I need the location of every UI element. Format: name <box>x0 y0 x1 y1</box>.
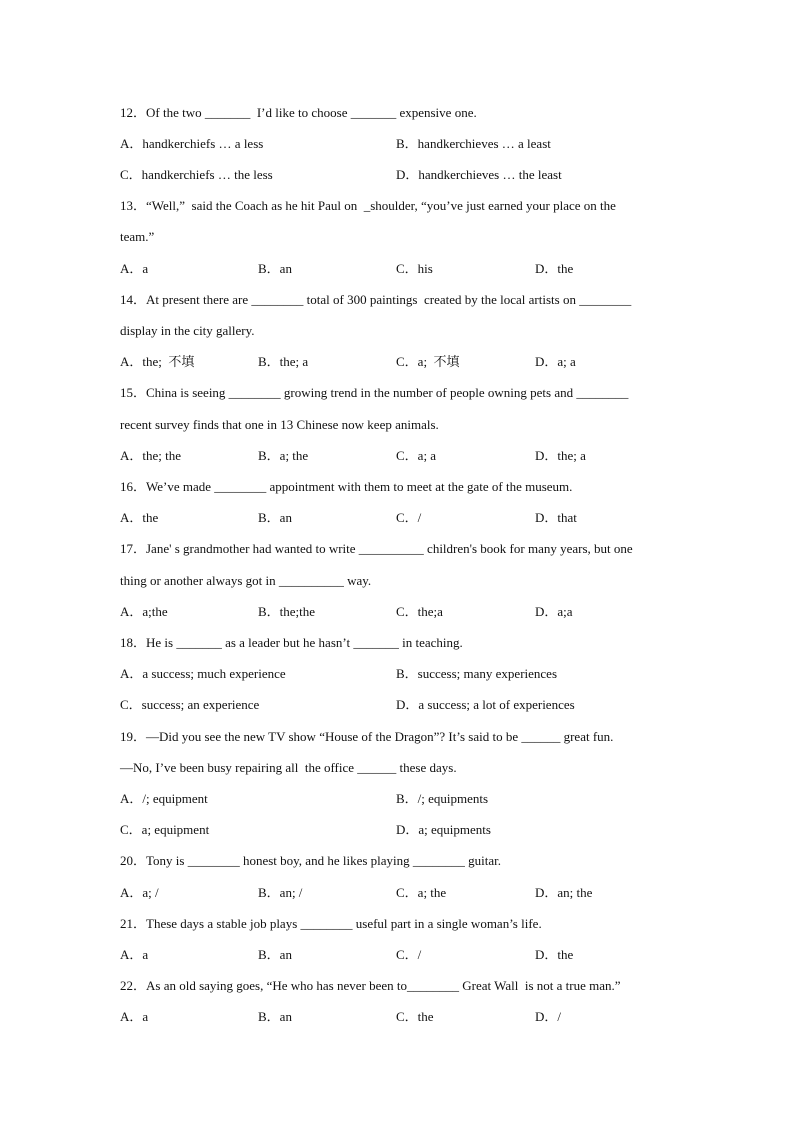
question-13-option-a[interactable]: A．a <box>120 261 149 276</box>
question-18-stem: 18．He is _______ as a leader but he hasn’t _______ in teaching. <box>120 635 463 650</box>
question-12-stem: 12．Of the two _______ I’d like to choose _______ expensive one. <box>120 105 477 120</box>
question-18-option-b[interactable]: B．success; many experiences <box>396 666 558 681</box>
question-13-option-b[interactable]: B．an <box>258 261 292 276</box>
question-18-option-c[interactable]: C．success; an experience <box>120 697 260 712</box>
question-21-option-b[interactable]: B．an <box>258 947 292 962</box>
question-15-option-d[interactable]: D．the; a <box>535 448 586 463</box>
question-14-stem: 14．At present there are ________ total of 300 paintings created by the local artists on ________ <box>120 292 632 307</box>
question-18-options-row-1 <box>120 666 720 682</box>
question-12-option-b[interactable]: B．handkerchieves … a least <box>396 136 551 151</box>
question-19-option-b[interactable]: B．/; equipments <box>396 791 489 806</box>
question-22-stem: 22．As an old saying goes, “He who has never been to________ Great Wall is not a true man.” <box>120 978 621 993</box>
question-13-stem: 13．“Well,” said the Coach as he hit Paul on _shoulder, “you’ve just earned your place on the <box>120 198 616 213</box>
question-12-options-row-1 <box>120 136 720 152</box>
question-16-options <box>120 510 720 526</box>
question-21-options <box>120 947 720 963</box>
question-22-option-c[interactable]: C．the <box>396 1009 434 1024</box>
question-19-options-row-2 <box>120 822 720 838</box>
question-15-option-b[interactable]: B．a; the <box>258 448 309 463</box>
question-16-option-c[interactable]: C．/ <box>396 510 422 525</box>
question-13-option-d[interactable]: D．the <box>535 261 574 276</box>
question-20-option-c[interactable]: C．a; the <box>396 885 447 900</box>
question-17-stem: 17．Jane' s grandmother had wanted to write __________ children's book for many years, but one <box>120 541 633 556</box>
question-15-stem: 15．China is seeing ________ growing trend in the number of people owning pets and ________ <box>120 385 629 400</box>
question-22-options <box>120 1009 720 1025</box>
question-21-stem: 21．These days a stable job plays ________ useful part in a single woman’s life. <box>120 916 542 931</box>
question-17-options <box>120 604 720 620</box>
question-13-stem-cont: team.” <box>120 229 155 244</box>
question-20-option-d[interactable]: D．an; the <box>535 885 593 900</box>
question-14-option-d[interactable]: D．a; a <box>535 354 576 369</box>
question-21-option-c[interactable]: C．/ <box>396 947 422 962</box>
question-14-options <box>120 354 720 370</box>
question-20-option-b[interactable]: B．an; / <box>258 885 303 900</box>
question-14-stem-cont: display in the city gallery. <box>120 323 255 338</box>
question-19-stem-cont: —No, I’ve been busy repairing all the office ______ these days. <box>120 760 457 775</box>
question-20-options <box>120 885 720 901</box>
question-13-option-c[interactable]: C．his <box>396 261 433 276</box>
question-21-option-a[interactable]: A．a <box>120 947 149 962</box>
question-12-options-row-2 <box>120 167 720 183</box>
question-19-option-d[interactable]: D．a; equipments <box>396 822 491 837</box>
question-17-option-b[interactable]: B．the;the <box>258 604 316 619</box>
question-16-stem: 16．We’ve made ________ appointment with them to meet at the gate of the museum. <box>120 479 573 494</box>
question-18-option-d[interactable]: D．a success; a lot of experiences <box>396 697 575 712</box>
question-20-stem: 20．Tony is ________ honest boy, and he likes playing ________ guitar. <box>120 853 501 868</box>
question-19-option-c[interactable]: C．a; equipment <box>120 822 210 837</box>
question-16-option-b[interactable]: B．an <box>258 510 292 525</box>
question-16-option-d[interactable]: D．that <box>535 510 577 525</box>
question-17-option-d[interactable]: D．a;a <box>535 604 573 619</box>
question-13-options <box>120 261 720 277</box>
question-21-option-d[interactable]: D．the <box>535 947 574 962</box>
question-19-option-a[interactable]: A．/; equipment <box>120 791 208 806</box>
question-17-option-c[interactable]: C．the;a <box>396 604 443 619</box>
question-12-option-c[interactable]: C．handkerchiefs … the less <box>120 167 273 182</box>
question-18-option-a[interactable]: A．a success; much experience <box>120 666 286 681</box>
question-12-option-d[interactable]: D．handkerchieves … the least <box>396 167 562 182</box>
question-16-option-a[interactable]: A．the <box>120 510 159 525</box>
question-15-options <box>120 448 720 464</box>
question-15-stem-cont: recent survey finds that one in 13 Chinese now keep animals. <box>120 417 439 432</box>
question-19-options-row-1 <box>120 791 720 807</box>
question-14-option-b[interactable]: B．the; a <box>258 354 309 369</box>
question-14-option-a[interactable]: A．the; 不填 <box>120 354 195 369</box>
question-18-options-row-2 <box>120 697 720 713</box>
question-22-option-d[interactable]: D．/ <box>535 1009 562 1024</box>
question-15-option-c[interactable]: C．a; a <box>396 448 437 463</box>
question-17-option-a[interactable]: A．a;the <box>120 604 168 619</box>
question-15-option-a[interactable]: A．the; the <box>120 448 182 463</box>
question-20-option-a[interactable]: A．a; / <box>120 885 159 900</box>
question-19-stem: 19．—Did you see the new TV show “House of the Dragon”? It’s said to be ______ great fun. <box>120 729 614 744</box>
question-17-stem-cont: thing or another always got in __________ way. <box>120 573 372 588</box>
question-22-option-a[interactable]: A．a <box>120 1009 149 1024</box>
question-22-option-b[interactable]: B．an <box>258 1009 292 1024</box>
question-14-option-c[interactable]: C．a; 不填 <box>396 354 460 369</box>
question-12-option-a[interactable]: A．handkerchiefs … a less <box>120 136 264 151</box>
